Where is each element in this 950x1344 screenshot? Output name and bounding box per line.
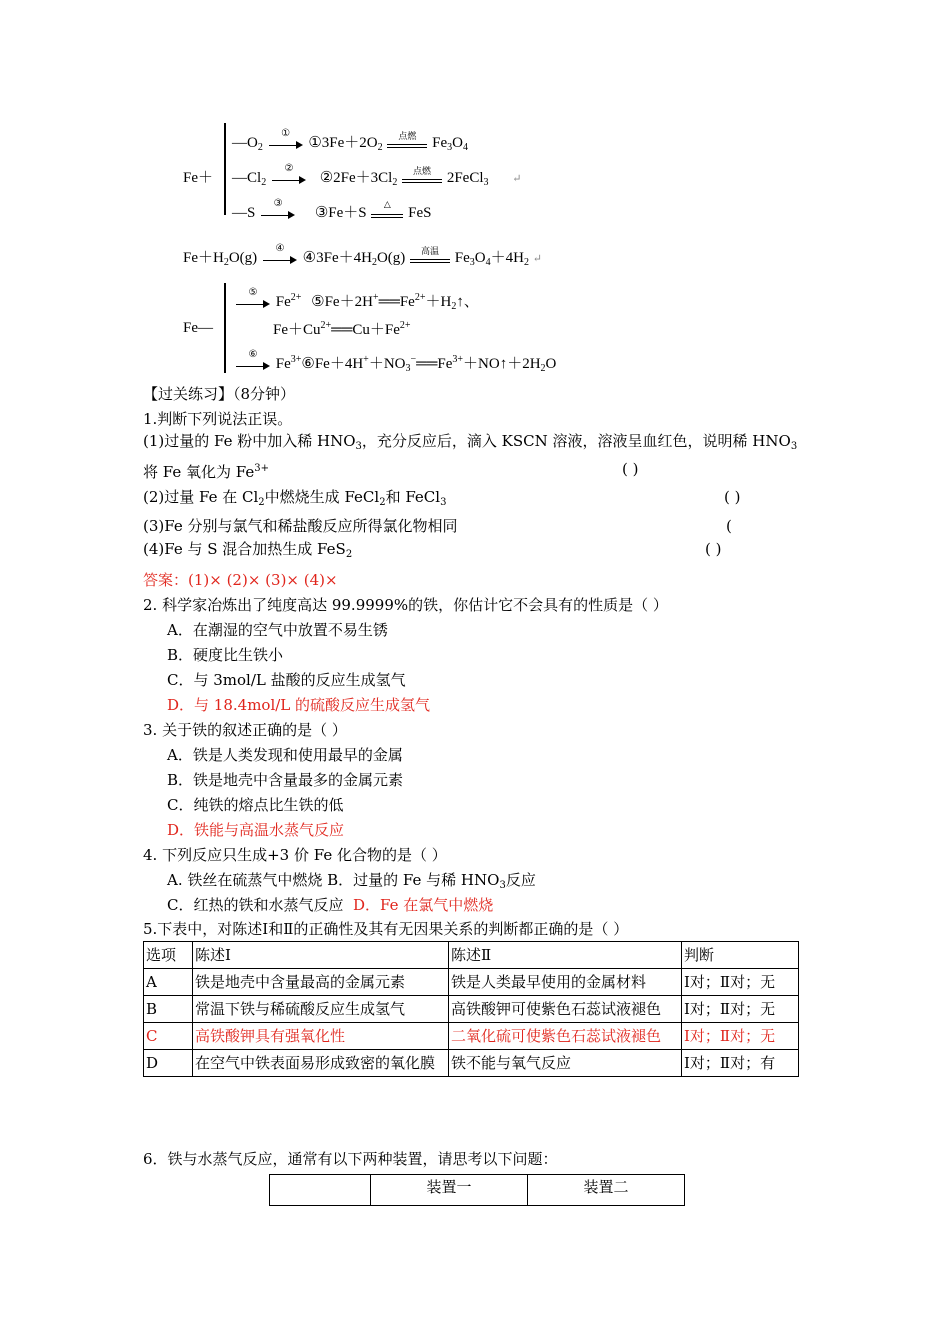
table-header-cell: 选项 [144,942,193,969]
table-cell: Ⅰ对；Ⅱ对；无 [682,1023,799,1050]
table-cell: A [144,969,193,996]
q6-stem: 6．铁与水蒸气反应，通常有以下两种装置，请思考以下问题： [143,1150,558,1168]
q1-stem: 1.判断下列说法正误。 [143,410,293,428]
table-cell: B [144,996,193,1023]
fe-plus-label: Fe＋ [183,170,214,186]
table-header-cell: 装置一 [371,1175,528,1206]
q4-option-ab: A. 铁丝在硫蒸气中燃烧 B．过量的 Fe 与稀 $HNO_3$反应 [167,871,536,891]
table-cell: 在空气中铁表面易形成致密的氧化膜 [193,1050,449,1077]
q3-option-b: B．铁是地壳中含量最多的金属元素 [167,771,404,789]
section-title: 【过关练习】（8分钟） [143,385,296,403]
q1-item2: (2)过量 Fe 在 $Cl_2$中燃烧生成 FeCl$_2$和 FeCl$_3$ [143,488,447,508]
q1-item4: (4)Fe 与 S 混合加热生成 FeS$_2$ [143,540,353,560]
reaction-3: —S ③ ③Fe＋S △ FeS [232,197,432,221]
table-header-cell [270,1175,371,1206]
table-cell: D [144,1050,193,1077]
table-row [144,969,799,996]
arrow-icon: ① [269,137,303,151]
return-mark-icon: ↵ [512,173,522,185]
q2-option-a: A．在潮湿的空气中放置不易生锈 [167,621,388,639]
arrow-icon: ④ [263,252,297,266]
table-header-cell: 陈述Ⅱ [449,942,682,969]
q1-item3-paren: ( [726,517,732,535]
table-header-cell: 陈述Ⅰ [193,942,449,969]
q1-item1-line2: 将 Fe 氧化为 $Fe^{3+}$ [143,463,269,481]
table-cell: 铁是地壳中含量最高的金属元素 [193,969,449,996]
q4-option-cd: C．红热的铁和水蒸气反应 D．Fe 在氯气中燃烧 [167,896,494,914]
table-cell: 高铁酸钾具有强氧化性 [193,1023,449,1050]
table-header-row [144,942,799,969]
table-cell: Ⅰ对；Ⅱ对；无 [682,969,799,996]
q1-item4-paren: ( ) [705,540,722,558]
brace-bar-2 [224,283,226,373]
q2-option-c: C．与 3mol/L 盐酸的反应生成氢气 [167,671,406,689]
table-cell: 常温下铁与稀硫酸反应生成氢气 [193,996,449,1023]
equals-condition-icon: 点燃 [402,172,442,186]
q1-item3: (3)Fe 分别与氯气和稀盐酸反应所得氯化物相同 [143,517,458,535]
table-cell: Ⅰ对；Ⅱ对；无 [682,996,799,1023]
table-cell: 铁是人类最早使用的金属材料 [449,969,682,996]
reaction-5: ⑤ $Fe^{2+}$ $⑤Fe+2H^+══Fe^{2+}+H_2↑$、 [234,290,479,312]
q2-option-d: D．与 18.4mol/L 的硫酸反应生成氢气 [167,696,431,714]
q1-item2-paren: ( ) [724,488,741,506]
table-cell: C [144,1023,193,1050]
table-header-row [270,1175,685,1206]
q5-table [143,941,799,1077]
q3-option-d: D．铁能与高温水蒸气反应 [167,821,345,839]
q5-stem: 5.下表中，对陈述Ⅰ和Ⅱ的正确性及其有无因果关系的判断都正确的是（ ） [143,920,629,938]
q2-option-b: B．硬度比生铁小 [167,646,284,664]
q3-option-c: C．纯铁的熔点比生铁的低 [167,796,344,814]
q6-table [269,1174,685,1206]
reaction-1: $—O_2$ ① $①3Fe+2O_2$ 点燃 $Fe_3O_4$ [232,127,468,153]
brace-bar-1 [224,123,226,215]
reaction-2: $—Cl_2$ ② $②2Fe+3Cl_2$ 点燃 2FeCl$_3$ ↵ [232,162,522,188]
q2-stem: 2. 科学家冶炼出了纯度高达 99.9999%的铁，你估计它不会具有的性质是（ ） [143,596,668,614]
table-header-cell: 装置二 [528,1175,685,1206]
arrow-icon: ② [272,172,306,186]
table-cell: 高铁酸钾可使紫色石蕊试液褪色 [449,996,682,1023]
reaction-5b: $Fe+Cu^{2+}══Cu+Fe^{2+}$ [273,320,411,338]
arrow-icon: ⑥ [236,358,270,372]
arrow-icon: ③ [261,207,295,221]
q1-item1-line1: (1)过量的 Fe 粉中加入稀 $HNO_3$，充分反应后，滴入 KSCN 溶液，溶液呈血红色，说明稀 $HNO_3$ [143,432,798,452]
fe-dash-label: Fe— [183,320,213,336]
reaction-6: ⑥ $Fe^{3+}⑥Fe+4H^++NO_3^-══Fe^{3+}+NO↑+2H_2O$ [234,352,556,374]
return-mark-icon: ↵ [532,253,542,265]
table-cell: Ⅰ对；Ⅱ对；有 [682,1050,799,1077]
table-header-cell: 判断 [682,942,799,969]
q1-item1-paren: ( ) [622,460,639,478]
arrow-icon: ⑤ [236,296,270,310]
equals-condition-icon: 高温 [410,252,450,266]
reaction-4: $Fe+H_2O(g)$ ④ $④3Fe+4H_2O(g)$ 高温 $Fe_3O_4+4H_2$ ↵ [183,242,542,268]
q4-stem: 4. 下列反应只生成+3 价 Fe 化合物的是（ ） [143,846,447,864]
equals-condition-icon: △ [371,207,403,221]
q3-stem: 3. 关于铁的叙述正确的是（ ） [143,721,347,739]
q4-option-d: D．Fe 在氯气中燃烧 [353,896,494,914]
equals-condition-icon: 点燃 [387,137,427,151]
table-row-answer [144,1023,799,1050]
table-cell: 二氧化硫可使紫色石蕊试液褪色 [449,1023,682,1050]
table-row [144,996,799,1023]
table-row [144,1050,799,1077]
table-cell: 铁不能与氧气反应 [449,1050,682,1077]
q1-answer: 答案：(1)× (2)× (3)× (4)× [143,571,338,589]
q3-option-a: A．铁是人类发现和使用最早的金属 [167,746,403,764]
